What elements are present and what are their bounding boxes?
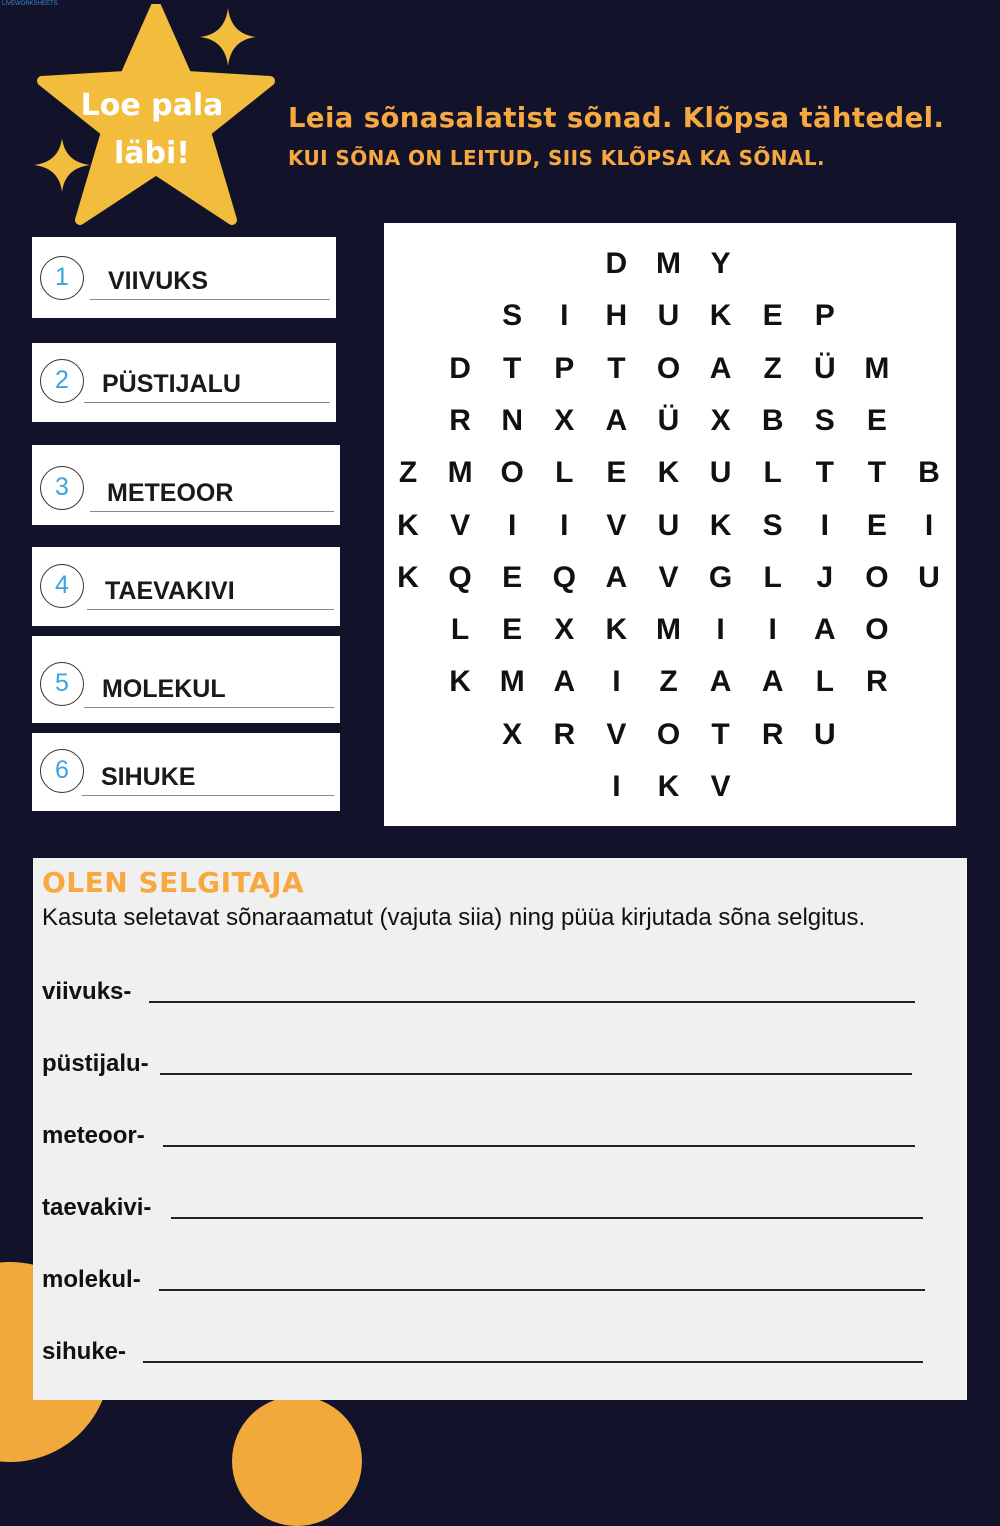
grid-letter[interactable]: D [449,351,471,385]
grid-letter[interactable]: A [709,665,732,699]
deco-circle-bottom [232,1396,362,1526]
grid-letter[interactable]: X [554,613,575,647]
grid-letter[interactable]: R [866,665,888,699]
grid-letter[interactable]: O [865,560,889,594]
grid-letter[interactable]: L [763,456,782,490]
explanation-description[interactable]: Kasuta seletavat sõnaraamatut (vajuta siia) ning püüa kirjutada sõna selgitus. [42,904,866,931]
grid-letter[interactable]: A [761,665,784,699]
grid-letter[interactable]: U [657,299,680,333]
grid-letter[interactable]: H [605,299,628,333]
word-label: VIIVUKS [108,267,209,295]
grid-letter[interactable]: E [866,508,887,542]
explain-answer-taevakivi[interactable] [171,1217,923,1219]
grid-letter[interactable]: Z [659,665,678,699]
explanation-title: OLEN SELGITAJA [42,866,305,899]
word-card-5[interactable] [32,636,340,723]
explain-answer-meteoor[interactable] [163,1145,915,1147]
grid-letter[interactable]: T [815,456,834,490]
grid-letter[interactable]: L [450,613,470,647]
grid-letter[interactable]: K [449,665,471,699]
grid-letter[interactable]: L [815,665,834,699]
explain-label-meteoor: meteoor- [42,1122,145,1149]
grid-letter[interactable]: X [554,403,575,437]
grid-letter[interactable]: R [761,717,784,751]
instruction-sub: KUI SÕNA ON LEITUD, SIIS KLÕPSA KA SÕNAL. [288,146,825,170]
grid-letter[interactable]: Z [398,456,418,490]
explain-label-sihuke: sihuke- [42,1338,127,1365]
grid-letter[interactable]: T [607,351,626,385]
grid-letter[interactable]: O [656,717,681,751]
grid-letter[interactable]: Q [552,560,576,594]
explain-answer-viivuks[interactable] [149,1001,915,1003]
grid-letter[interactable]: Ü [813,351,836,385]
grid-letter[interactable]: K [709,508,732,542]
word-underline [90,511,334,512]
word-underline [87,609,334,610]
sparkle-icon [34,138,90,192]
grid-letter[interactable]: I [612,770,621,803]
word-label: SIHUKE [101,763,196,791]
grid-letter[interactable]: P [814,299,835,333]
grid-letter[interactable]: T [867,456,887,490]
grid-letter[interactable]: E [606,456,627,490]
grid-letter[interactable]: K [657,456,680,490]
grid-letter[interactable]: A [813,613,836,647]
grid-letter[interactable]: P [554,351,575,385]
word-label: METEOOR [107,479,234,507]
word-number: 3 [40,466,84,510]
grid-letter[interactable]: B [918,456,940,490]
grid-letter[interactable]: O [865,613,889,647]
word-number: 6 [40,749,84,793]
grid-letter[interactable]: O [500,456,524,490]
grid-letter[interactable]: K [397,560,419,594]
grid-letter[interactable]: J [816,560,834,594]
grid-letter[interactable]: M [447,456,473,490]
grid-letter[interactable]: U [657,508,680,542]
grid-letter[interactable]: K [657,770,680,803]
grid-letter[interactable]: I [768,613,777,647]
grid-letter[interactable]: U [813,717,836,751]
grid-letter[interactable]: V [606,717,627,751]
explain-answer-molekul[interactable] [159,1289,925,1291]
word-underline [84,402,330,403]
grid-letter[interactable]: E [866,403,887,437]
grid-letter[interactable]: A [709,351,732,385]
grid-letter[interactable]: E [762,299,783,333]
grid-letter[interactable]: A [605,560,628,594]
grid-letter[interactable]: V [606,508,627,542]
grid-letter[interactable]: Q [448,560,472,594]
grid-letter[interactable]: Y [710,247,731,280]
grid-letter[interactable]: V [710,770,731,803]
word-search-grid [384,223,956,826]
grid-letter[interactable]: R [553,717,576,751]
star-line-2: läbi! [114,136,190,171]
word-card-6[interactable] [32,733,340,811]
grid-letter[interactable]: N [501,403,524,437]
grid-letter[interactable]: K [709,299,732,333]
word-number: 2 [40,359,84,403]
watermark: LIVEWORKSHEETS [2,1,58,7]
grid-letter[interactable]: T [711,717,730,751]
word-card-2[interactable] [32,343,336,422]
grid-letter[interactable]: S [762,508,783,542]
grid-letter[interactable]: I [820,508,829,542]
grid-letter[interactable]: O [656,351,681,385]
word-card-4[interactable] [32,547,340,626]
grid-letter[interactable]: Z [763,351,782,385]
grid-letter[interactable]: M [656,247,681,280]
grid-letter[interactable]: A [553,665,576,699]
grid-letter[interactable]: E [502,560,523,594]
explain-answer-pustijalu[interactable] [160,1073,912,1075]
grid-letter[interactable]: S [814,403,835,437]
grid-letter[interactable]: V [658,560,679,594]
explanation-panel [33,858,967,1400]
grid-letter[interactable]: S [502,299,523,333]
grid-letter[interactable]: G [708,560,733,594]
grid-letter[interactable]: L [763,560,782,594]
grid-letter[interactable]: U [918,560,940,594]
grid-letter[interactable]: I [508,508,517,542]
grid-letter[interactable]: X [502,717,523,751]
grid-letter[interactable]: I [716,613,725,647]
word-card-3[interactable] [32,445,340,525]
sparkle-icon [200,8,256,66]
instruction-main: Leia sõnasalatist sõnad. Klõpsa tähtedel. [288,102,945,134]
grid-letter[interactable]: K [605,613,628,647]
word-number: 1 [40,256,84,300]
star-line-1: Loe pala [80,88,224,123]
grid-letter[interactable]: A [605,403,628,437]
word-label: TAEVAKIVI [105,577,235,605]
grid-letter[interactable]: U [709,456,732,490]
grid-letter[interactable]: T [503,351,522,385]
word-underline [82,795,334,796]
star-text [72,82,232,178]
grid-letter[interactable]: M [499,665,525,699]
grid-letter[interactable]: I [560,508,569,542]
grid-letter[interactable]: B [761,403,784,437]
explain-answer-sihuke[interactable] [143,1361,923,1363]
grid-letter[interactable]: Ü [657,403,680,437]
grid-letter[interactable]: R [449,403,471,437]
grid-letter[interactable]: L [555,456,574,490]
grid-letter[interactable]: D [605,247,628,280]
word-underline [84,707,334,708]
word-label: MOLEKUL [102,675,226,703]
grid-letter[interactable]: I [560,299,569,333]
word-label: PÜSTIJALU [102,370,241,398]
grid-letter[interactable]: I [924,508,934,542]
grid-letter[interactable]: I [612,665,621,699]
grid-letter[interactable]: M [656,613,681,647]
word-card-1[interactable] [32,237,336,318]
grid-letter[interactable]: K [397,508,419,542]
grid-letter[interactable]: X [710,403,731,437]
word-number: 4 [40,564,84,608]
grid-letter[interactable]: E [502,613,523,647]
explain-label-molekul: molekul- [42,1266,141,1293]
word-underline [90,299,330,300]
word-number: 5 [40,662,84,706]
explain-label-taevakivi: taevakivi- [42,1194,152,1221]
grid-letter[interactable]: M [864,351,890,385]
grid-letter[interactable]: V [450,508,471,542]
explain-label-pustijalu: püstijalu- [42,1050,149,1077]
explain-label-viivuks: viivuks- [42,978,132,1005]
